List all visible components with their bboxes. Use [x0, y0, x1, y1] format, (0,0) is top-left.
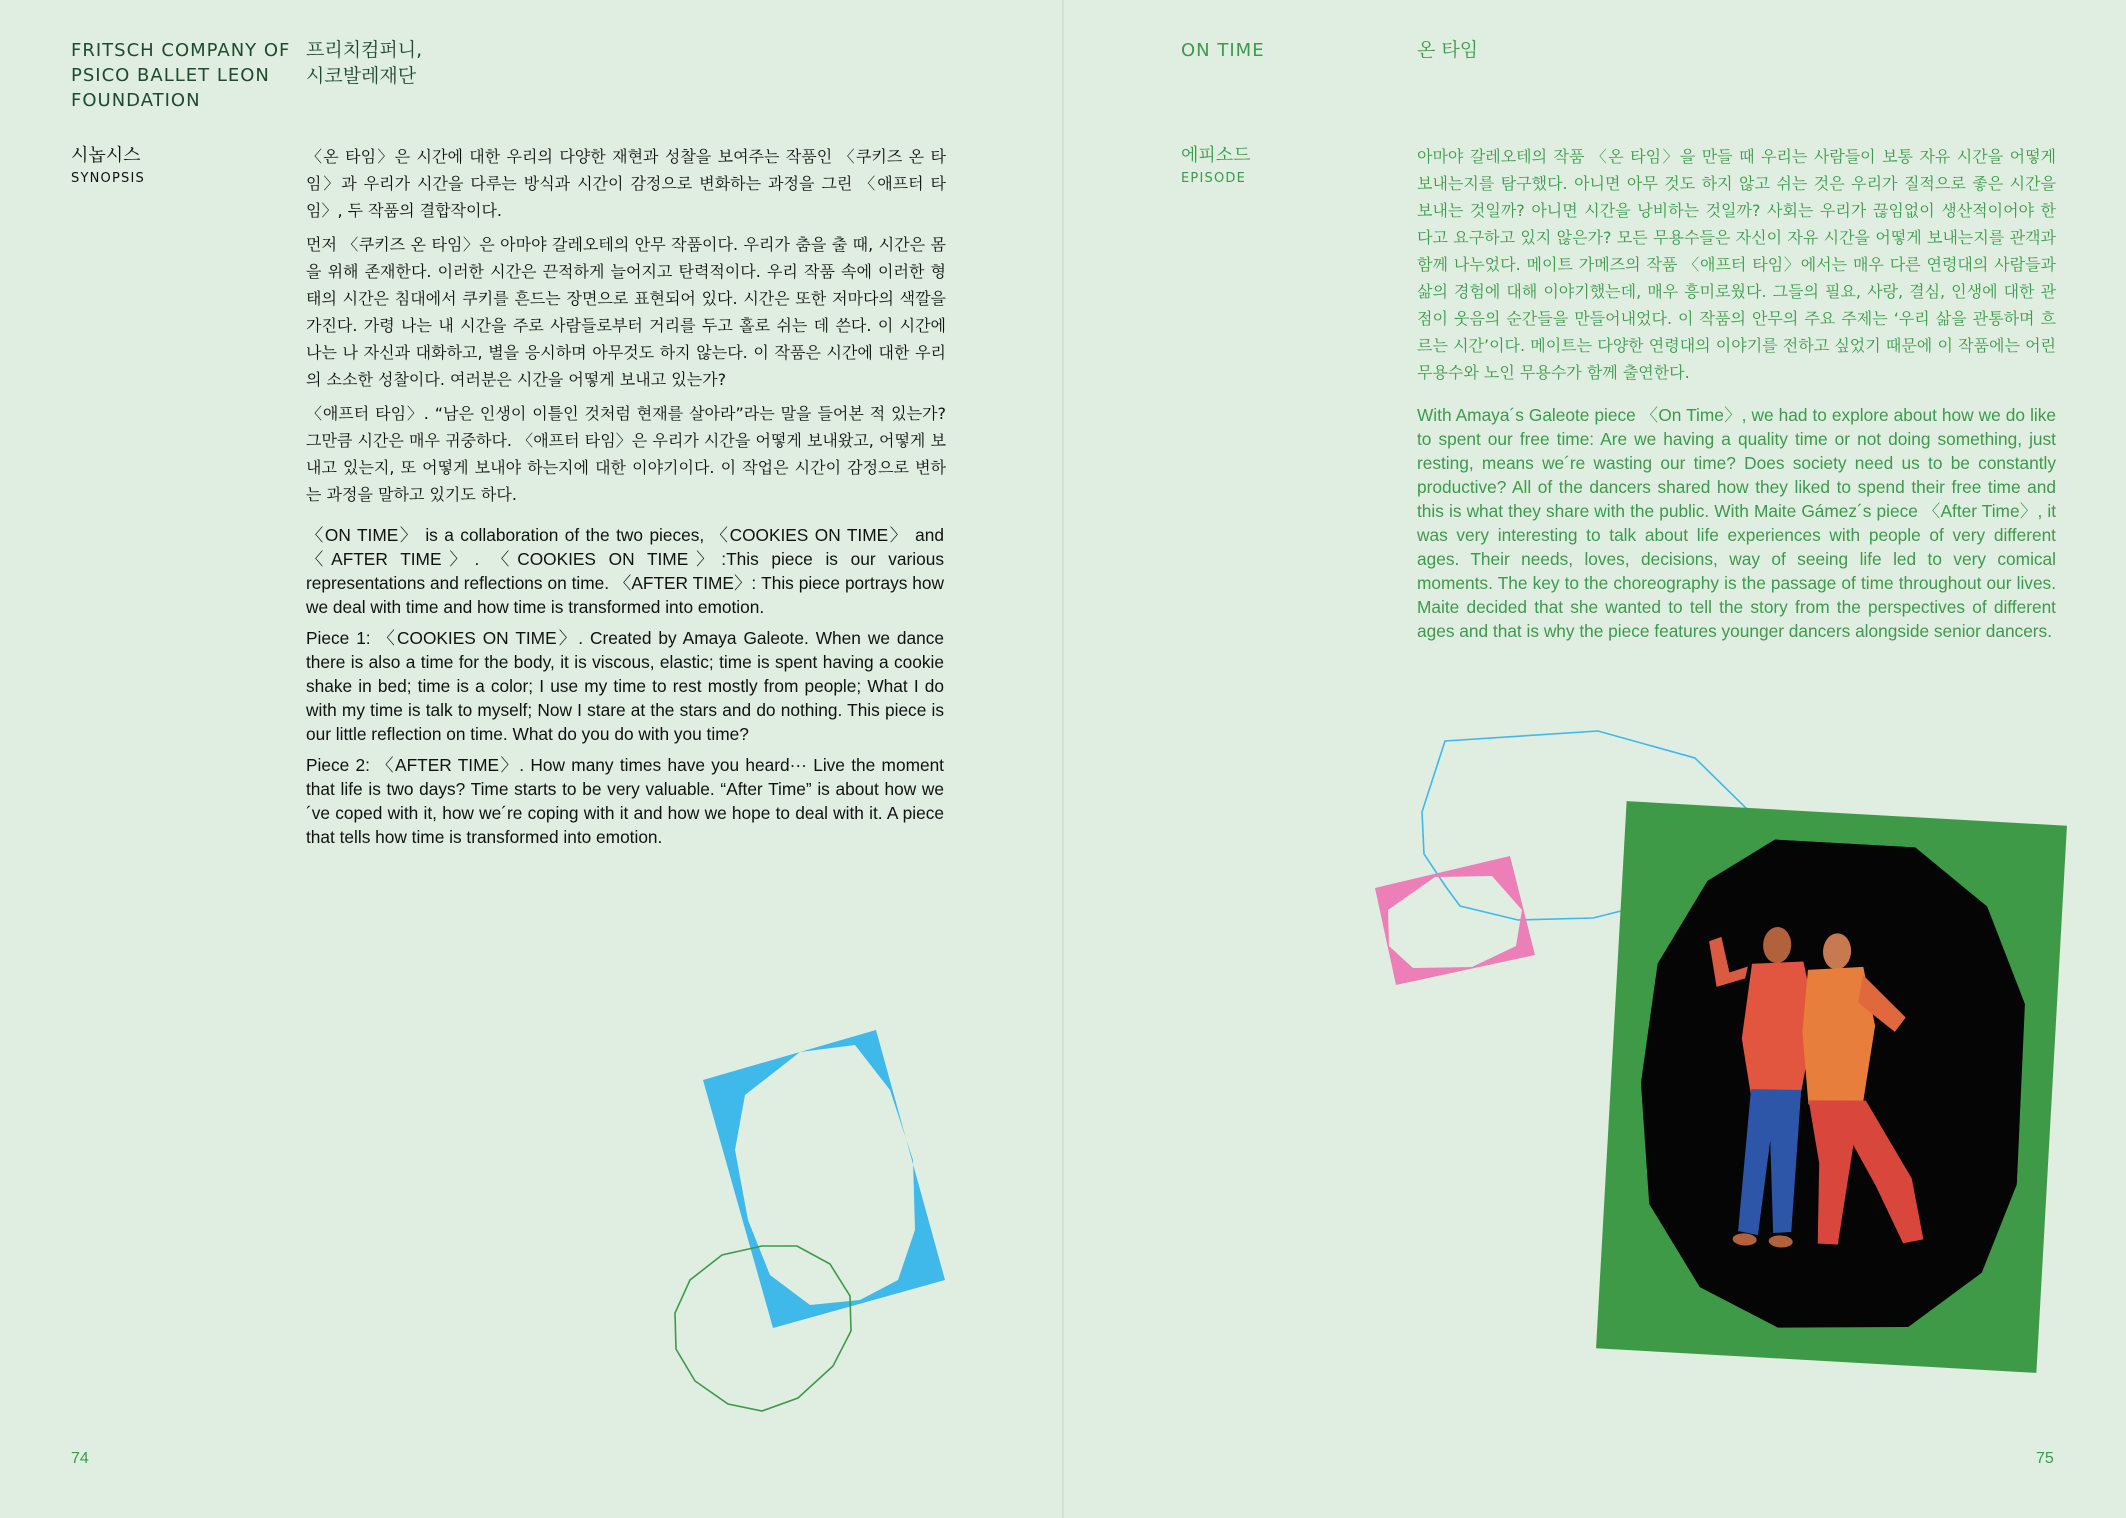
paragraph: 〈온 타임〉은 시간에 대한 우리의 다양한 재현과 성찰을 보여주는 작품인 〈쿠키즈 온 타임〉과 우리가 시간을 다루는 방식과 시간이 감정으로 변화하는 과정을 그린 〈애프터 타임〉, 두 작품의 결합작이다.	[306, 147, 946, 220]
page-title-en: ON TIME	[1181, 40, 1265, 61]
section-label-en: EPISODE	[1181, 171, 1246, 186]
company-line: FOUNDATION	[71, 90, 201, 111]
paragraph: Piece 1: 〈COOKIES ON TIME〉. Created by Amaya Galeote. When we dance there is also a time for the body, it is viscous, elastic; time is spent having a cookie shake in bed; time is a color; I use my time to rest mostly from people; What I do with my time is talk to myself; Now I stare at the stars and do nothing. This piece is our little reflection on time. What do you do with you time?	[306, 628, 944, 744]
section-label-en: SYNOPSIS	[71, 171, 145, 186]
paragraph: Piece 2: 〈AFTER TIME〉. How many times have you heard··· Live the moment that life is two days? Time starts to be very valuable. “After Time” is about how we´ve coped with it, how we´re coping with it and how we hope to deal with it. A piece that tells how time is transformed into emotion.	[306, 755, 944, 847]
page-number-right: 75	[2036, 1450, 2054, 1467]
photo-image	[1628, 833, 2036, 1343]
paragraph: 아마야 갈레오테의 작품 〈온 타임〉을 만들 때 우리는 사람들이 보통 자유 시간을 어떻게 보내는지를 탐구했다. 아니면 아무 것도 하지 않고 쉬는 것은 우리가 질적으로 좋은 시간을 보내는 것일까? 아니면 시간을 낭비하는 것일까? 사회는 우리가 끊임없이 생산적이어야 한다고 요구하고 있지 않은가? 모든 무용수들은 자신이 자유 시간을 어떻게 보내는지를 관객과 함께 나누었다. 메이트 가메즈의 작품 〈애프터 타임〉에서는 매우 다른 연령대의 사람들과 삶의 경험에 대해 이야기했는데, 매우 흥미로웠다. 그들의 필요, 사랑, 결심, 인생에 대한 관점이 웃음의 순간들을 만들어내었다. 이 작품의 안무의 주요 주제는 ‘우리 삶을 관통하며 흐르는 시간’이다. 메이트는 다양한 연령대의 이야기를 전하고 싶었기 때문에 이 작품에는 어린 무용수와 노인 무용수가 함께 출연한다.	[1417, 147, 2056, 382]
dancers-photo	[1596, 801, 2067, 1373]
company-line: PSICO BALLET LEON	[71, 65, 270, 86]
company-ko-line: 시코발레재단	[306, 65, 417, 87]
episode-english	[1417, 403, 2056, 650]
page-number-left: 74	[71, 1450, 89, 1467]
paragraph: With Amaya´s Galeote piece 〈On Time〉, we had to explore about how we do like to spent our free time: Are we having a quality time or not doing something, just resting, means we´re wasting our time? Does society need us to be constantly productive? All of the dancers shared how they liked to spend their free time and this is what they share with the public. With Maite Gámez´s piece 〈After Time〉, it was very interesting to talk about life experiences with people of very different ages. Their needs, loves, decisions, way of seeing life led to very comical moments. The key to the choreography is the passage of time throughout our lives. Maite decided that she wanted to tell the story from the perspectives of different ages and that is why the piece features younger dancers alongside senior dancers.	[1417, 405, 2056, 641]
section-label-ko: 에피소드	[1181, 145, 1251, 166]
paragraph: 〈애프터 타임〉. “남은 인생이 이틀인 것처럼 현재를 살아라”라는 말을 들어본 적 있는가? 그만큼 시간은 매우 귀중하다. 〈애프터 타임〉은 우리가 시간을 어떻게 보내왔고, 어떻게 보내고 있는지, 또 어떻게 보내야 하는지에 대한 이야기이다. 이 작업은 시간이 감정으로 변하는 과정을 말하고 있기도 하다.	[306, 404, 946, 504]
cyan-frame-shape	[703, 1030, 945, 1328]
page-title-ko: 온 타임	[1417, 39, 1479, 61]
company-line: FRITSCH COMPANY OF	[71, 40, 291, 61]
paragraph: 먼저 〈쿠키즈 온 타임〉은 아마야 갈레오테의 안무 작품이다. 우리가 춤을 출 때, 시간은 몸을 위해 존재한다. 이러한 시간은 끈적하게 늘어지고 탄력적이다. 우리 작품 속에 이러한 형태의 시간은 침대에서 쿠키를 흔드는 장면으로 표현되어 있다. 시간은 또한 저마다의 색깔을 가진다. 가령 나는 내 시간을 주로 사람들로부터 거리를 두고 홀로 쉬는 데 쓴다. 이 시간에 나는 나 자신과 대화하고, 별을 응시하며 아무것도 하지 않는다. 이 작품은 시간에 대한 우리의 소소한 성찰이다. 여러분은 시간을 어떻게 보내고 있는가?	[306, 235, 946, 389]
pink-frame-shape	[1375, 856, 1535, 985]
section-label-ko: 시놉시스	[71, 145, 141, 166]
paragraph: 〈ON TIME〉 is a collaboration of the two pieces, 〈COOKIES ON TIME〉 and 〈AFTER TIME〉. 〈COOKIES ON TIME〉:This piece is our various representations and reflections on time. 〈AFTER TIME〉: This piece portrays how we deal with time and how time is transformed into emotion.	[306, 525, 944, 617]
episode-korean	[1417, 143, 2056, 393]
company-ko-line: 프리치컴퍼니,	[306, 39, 423, 61]
